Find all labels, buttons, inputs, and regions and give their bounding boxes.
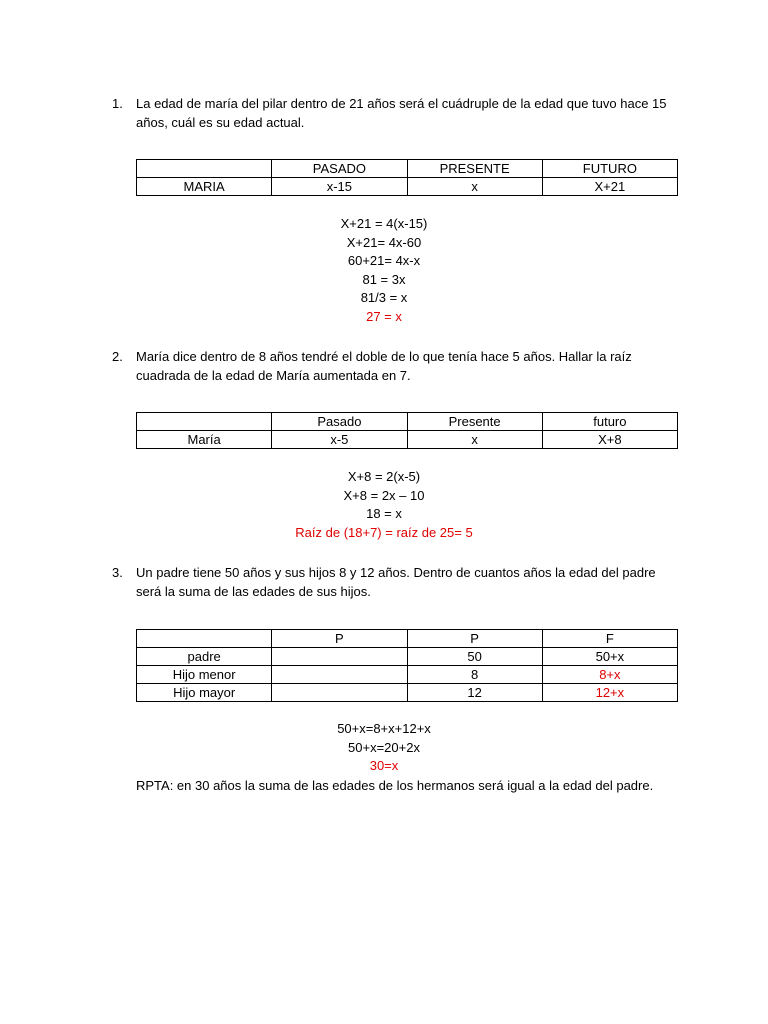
table-cell: 12+x (542, 684, 677, 702)
table-cell: X+21 (542, 178, 677, 196)
table-cell: F (542, 630, 677, 648)
table-cell: padre (137, 648, 272, 666)
problem-3 (112, 563, 682, 601)
equations-3 (0, 720, 768, 776)
table-cell: Hijo menor (137, 666, 272, 684)
table-row (137, 666, 678, 684)
table-cell: María (137, 431, 272, 449)
table-cell (137, 160, 272, 178)
age-table-1 (136, 159, 678, 196)
equations-1 (0, 215, 768, 326)
equation-line: 18 = x (366, 506, 402, 521)
table-row (137, 178, 678, 196)
equation-line: X+21 = 4(x-15) (340, 216, 428, 231)
table-cell: FUTURO (542, 160, 677, 178)
table-cell: 8 (407, 666, 542, 684)
table-cell: x-5 (272, 431, 407, 449)
equation-line: 81/3 = x (360, 290, 408, 305)
table-cell (137, 413, 272, 431)
table-cell: Pasado (272, 413, 407, 431)
problem-1 (112, 94, 682, 132)
table-cell: futuro (542, 413, 677, 431)
equation-line: X+8 = 2x – 10 (343, 487, 425, 503)
problem-number: 2. (112, 349, 123, 364)
age-table-2 (136, 412, 678, 449)
table-row (137, 648, 678, 666)
table-cell (137, 630, 272, 648)
table-cell: MARIA (137, 178, 272, 196)
problem-text: María dice dentro de 8 años tendré el doble de lo que tenía hace 5 años. Hallar la raíz cuadrada de la edad de María aumentada en 7. (136, 349, 632, 383)
final-answer: RPTA: en 30 años la suma de las edades de los hermanos será igual a la edad del padre. (136, 778, 654, 793)
table-header-row (137, 413, 678, 431)
answer-line: 30=x (369, 758, 399, 773)
table-cell (272, 648, 407, 666)
table-cell: x (407, 178, 542, 196)
table-cell: Hijo mayor (137, 684, 272, 702)
table-cell: P (272, 630, 407, 648)
table-cell: x (407, 431, 542, 449)
equation-line: X+21= 4x-60 (346, 234, 422, 250)
answer-line: 27 = x (366, 308, 402, 324)
problem-number: 1. (112, 96, 123, 111)
equation-line: 50+x=20+2x (348, 739, 420, 755)
equation-line: X+8 = 2(x-5) (347, 469, 421, 484)
table-cell: 8+x (542, 666, 677, 684)
equations-2 (0, 468, 768, 542)
table-cell: P (407, 630, 542, 648)
table-cell: Presente (407, 413, 542, 431)
table-cell: PRESENTE (407, 160, 542, 178)
table-row (137, 684, 678, 702)
table-header-row (137, 160, 678, 178)
table-cell: x-15 (272, 178, 407, 196)
problem-text: Un padre tiene 50 años y sus hijos 8 y 12 años. Dentro de cuantos años la edad del padre será la suma de las edades de sus hijos. (136, 565, 656, 599)
problem-2 (112, 347, 682, 385)
table-cell: 12 (407, 684, 542, 702)
table-cell (272, 684, 407, 702)
equation-line: 50+x=8+x+12+x (337, 721, 431, 736)
table-cell: 50+x (542, 648, 677, 666)
table-cell: X+8 (542, 431, 677, 449)
table-row (137, 431, 678, 449)
answer-line: Raíz de (18+7) = raíz de 25= 5 (295, 524, 473, 540)
table-cell (272, 666, 407, 684)
equation-line: 81 = 3x (362, 271, 406, 287)
table-header-row (137, 630, 678, 648)
problem-text: La edad de maría del pilar dentro de 21 años será el cuádruple de la edad que tuvo hace 15 años, cuál es su edad actual. (136, 96, 667, 130)
table-cell: PASADO (272, 160, 407, 178)
table-cell: 50 (407, 648, 542, 666)
equation-line: 60+21= 4x-x (347, 253, 421, 268)
problem-number: 3. (112, 565, 123, 580)
age-table-3 (136, 629, 678, 702)
